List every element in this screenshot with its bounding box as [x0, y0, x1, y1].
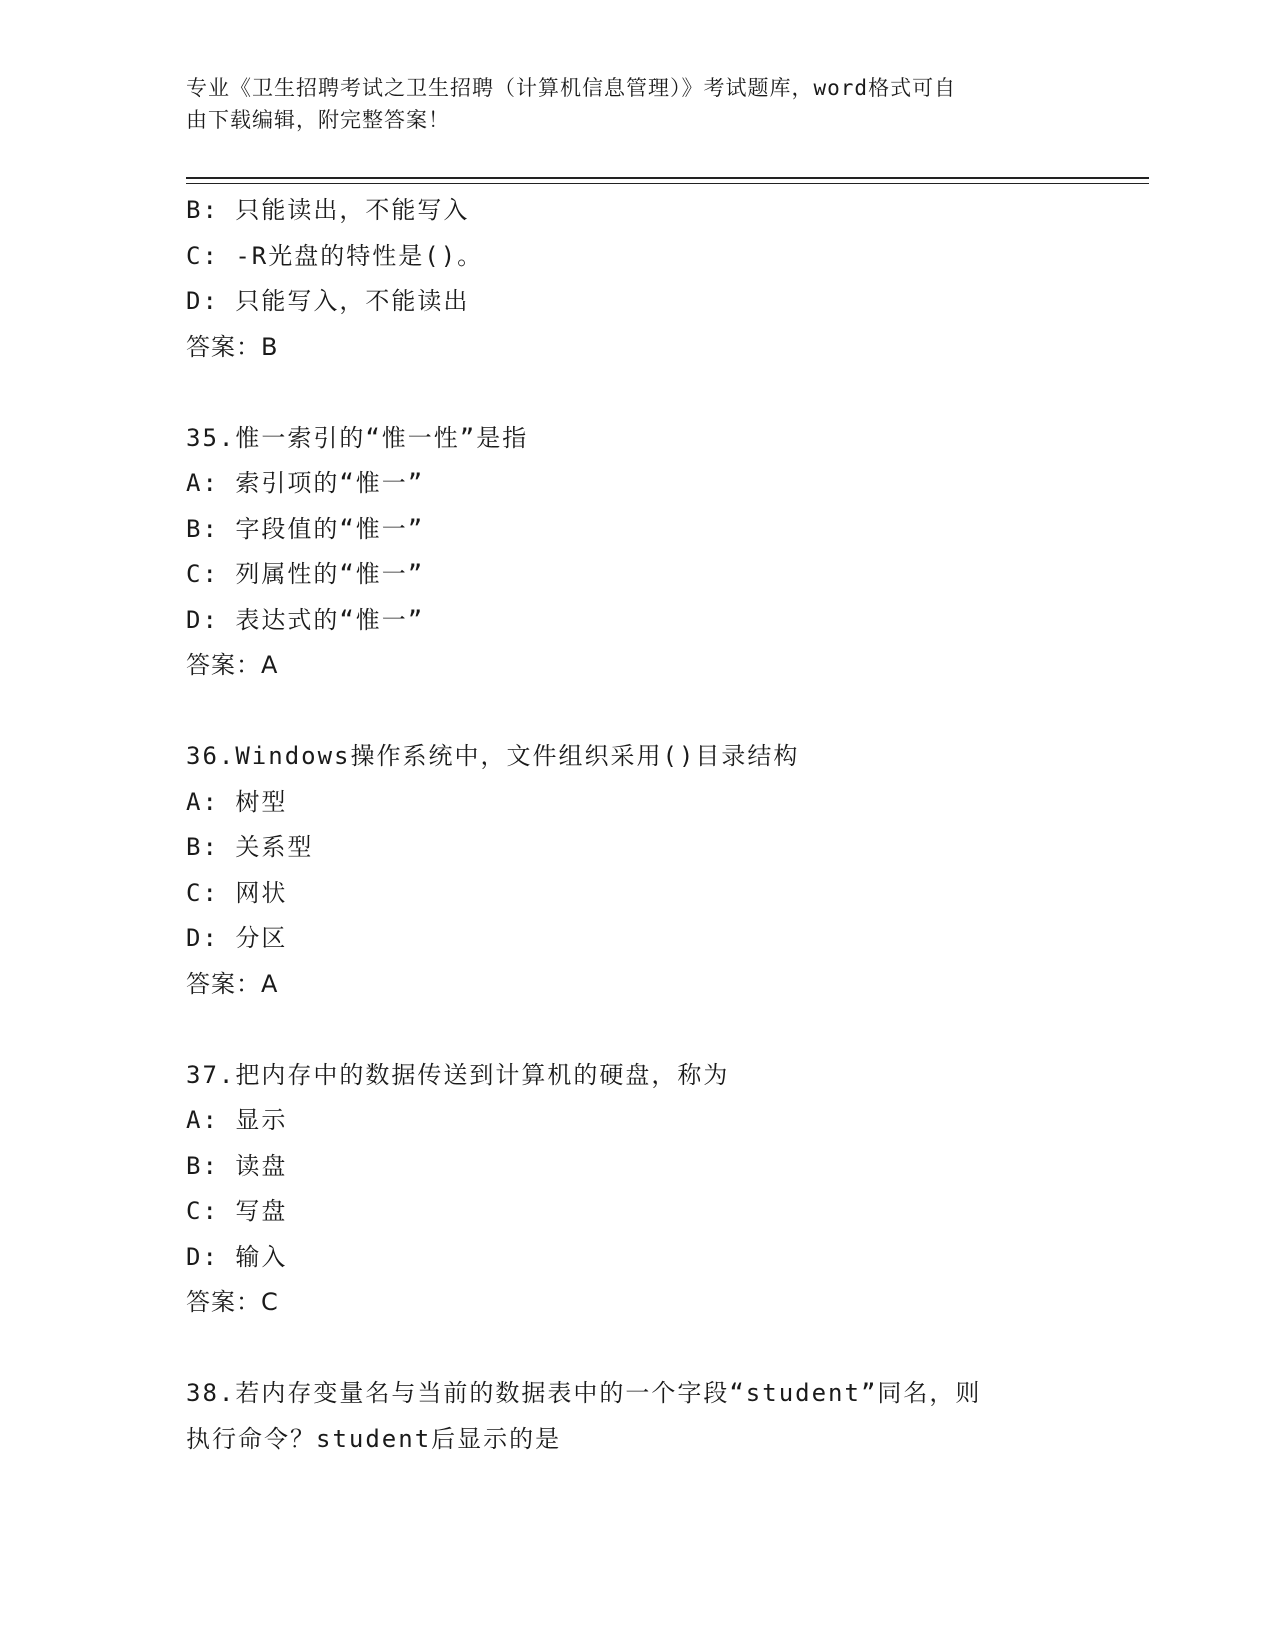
question-title: 36.Windows操作系统中，文件组织采用()目录结构	[186, 742, 800, 770]
option-b: B: 读盘	[186, 1151, 288, 1180]
answer-line: 答案：A	[186, 969, 279, 998]
option-a: A: 显示	[186, 1106, 288, 1134]
question-title-line-1: 38.若内存变量名与当前的数据表中的一个字段“student”同名，则	[186, 1379, 982, 1407]
question-title-line-2: 执行命令？student后显示的是	[186, 1424, 562, 1453]
spacer	[186, 370, 1086, 416]
option-b: B: 只能读出，不能写入	[186, 196, 470, 224]
question-block-35	[186, 416, 1086, 689]
question-block-38	[186, 1371, 1086, 1462]
question-title: 37.把内存中的数据传送到计算机的硬盘，称为	[186, 1060, 730, 1089]
option-c: C: 写盘	[186, 1197, 288, 1225]
answer-line: 答案：C	[186, 1288, 279, 1316]
header-line-1: 专业《卫生招聘考试之卫生招聘（计算机信息管理）》考试题库，word格式可自	[186, 76, 957, 100]
option-c: C: 列属性的“惟一”	[186, 560, 425, 588]
header-divider-thin	[186, 183, 1149, 184]
question-list	[186, 188, 1086, 1462]
spacer	[186, 689, 1086, 735]
option-d: D: 输入	[186, 1242, 288, 1271]
option-c: C: 网状	[186, 878, 288, 907]
spacer	[186, 1326, 1086, 1372]
option-d: D: 表达式的“惟一”	[186, 605, 425, 634]
answer-line: 答案：A	[186, 651, 279, 679]
spacer	[186, 1007, 1086, 1053]
option-a: A: 索引项的“惟一”	[186, 469, 425, 497]
question-title: 35.惟一索引的“惟一性”是指	[186, 423, 529, 452]
option-b: B: 关系型	[186, 833, 314, 861]
option-d: D: 分区	[186, 924, 288, 952]
question-block-partial	[186, 188, 1086, 370]
option-c: C: -R光盘的特性是()。	[186, 241, 484, 270]
option-b: B: 字段值的“惟一”	[186, 514, 425, 543]
question-block-37	[186, 1053, 1086, 1326]
option-d: D: 只能写入，不能读出	[186, 287, 470, 315]
header-divider-thick	[186, 177, 1149, 179]
question-block-36	[186, 734, 1086, 1007]
document-header	[186, 72, 1066, 136]
answer-line: 答案：B	[186, 332, 279, 361]
option-a: A: 树型	[186, 787, 288, 816]
header-line-2: 由下载编辑，附完整答案！	[186, 108, 450, 132]
